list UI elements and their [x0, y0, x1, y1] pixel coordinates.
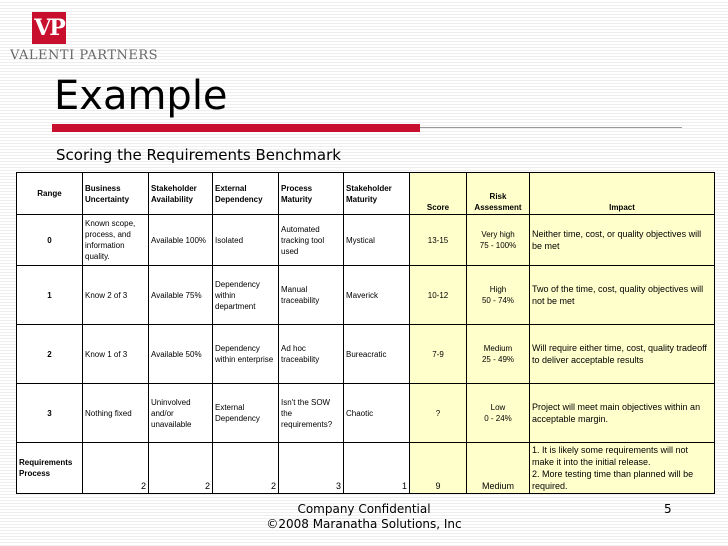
- impact-cell: Project will meet main objectives within an acceptable margin.: [530, 384, 715, 443]
- external-dependency-cell: External Dependency: [213, 384, 279, 443]
- range-cell: 3: [17, 384, 83, 443]
- external-dependency-cell: Dependency within enterprise: [213, 325, 279, 384]
- logo-mark-text: VP: [34, 15, 64, 41]
- impact-cell: Neither time, cost, or quality objectives will be met: [530, 215, 715, 266]
- process-maturity-cell: Isn't the SOW the requirements?: [279, 384, 344, 443]
- risk-cell: Low 0 - 24%: [467, 384, 530, 443]
- table-row: [17, 215, 715, 266]
- title-underline: [52, 124, 420, 132]
- process-maturity-cell: Automated tracking tool used: [279, 215, 344, 266]
- score-cell: 10-12: [410, 266, 467, 325]
- business-uncertainty-cell: Nothing fixed: [83, 384, 149, 443]
- table-row: [17, 325, 715, 384]
- summary-risk: Medium: [467, 443, 530, 494]
- risk-cell: Medium 25 - 49%: [467, 325, 530, 384]
- header-row: [17, 173, 715, 215]
- summary-impact: 1. It is likely some requirements will not make it into the initial release. 2. More testing time than planned will be required.: [530, 443, 715, 494]
- benchmark-table: [16, 172, 715, 494]
- stakeholder-maturity-cell: Chaotic: [344, 384, 410, 443]
- range-cell: 1: [17, 266, 83, 325]
- risk-cell: Very high 75 - 100%: [467, 215, 530, 266]
- business-uncertainty-cell: Known scope, process, and information quality.: [83, 215, 149, 266]
- title-rule: [420, 127, 682, 128]
- stakeholder-availability-cell: Uninvolved and/or unavailable: [149, 384, 213, 443]
- score-cell: ?: [410, 384, 467, 443]
- header-range: Range: [17, 173, 83, 215]
- benchmark-table-wrap: [16, 172, 714, 490]
- summary-value: 2: [149, 443, 213, 494]
- summary-value: 2: [83, 443, 149, 494]
- header-impact: Impact: [530, 173, 715, 215]
- header-score: Score: [410, 173, 467, 215]
- slide-title: Example: [54, 73, 228, 119]
- header-risk-assessment: Risk Assessment: [467, 173, 530, 215]
- stakeholder-maturity-cell: Bureacratic: [344, 325, 410, 384]
- range-cell: 0: [17, 215, 83, 266]
- logo-text: VALENTI PARTNERS: [10, 48, 159, 63]
- stakeholder-maturity-cell: Mystical: [344, 215, 410, 266]
- stakeholder-availability-cell: Available 75%: [149, 266, 213, 325]
- external-dependency-cell: Isolated: [213, 215, 279, 266]
- footer-confidential: Company Confidential: [297, 502, 431, 516]
- header-external-dependency: External Dependency: [213, 173, 279, 215]
- score-cell: 7-9: [410, 325, 467, 384]
- summary-score: 9: [410, 443, 467, 494]
- summary-value: 1: [344, 443, 410, 494]
- business-uncertainty-cell: Know 1 of 3: [83, 325, 149, 384]
- header-process-maturity: Process Maturity: [279, 173, 344, 215]
- slide-subtitle: Scoring the Requirements Benchmark: [56, 146, 341, 164]
- process-maturity-cell: Ad hoc traceability: [279, 325, 344, 384]
- logo-mark: [32, 12, 66, 44]
- score-cell: 13-15: [410, 215, 467, 266]
- table-row: [17, 384, 715, 443]
- company-logo: [10, 12, 159, 64]
- impact-cell: Will require either time, cost, quality tradeoff to deliver acceptable results: [530, 325, 715, 384]
- risk-cell: High 50 - 74%: [467, 266, 530, 325]
- process-maturity-cell: Manual traceability: [279, 266, 344, 325]
- page-number: 5: [664, 502, 672, 516]
- footer-copyright: ©2008 Maranatha Solutions, Inc: [266, 517, 462, 531]
- range-cell: 2: [17, 325, 83, 384]
- impact-cell: Two of the time, cost, quality objectives will not be met: [530, 266, 715, 325]
- stakeholder-maturity-cell: Maverick: [344, 266, 410, 325]
- business-uncertainty-cell: Know 2 of 3: [83, 266, 149, 325]
- summary-label: Requirements Process: [17, 443, 83, 494]
- stakeholder-availability-cell: Available 100%: [149, 215, 213, 266]
- header-stakeholder-maturity: Stakeholder Maturity: [344, 173, 410, 215]
- summary-row: [17, 443, 715, 494]
- external-dependency-cell: Dependency within department: [213, 266, 279, 325]
- stakeholder-availability-cell: Available 50%: [149, 325, 213, 384]
- summary-value: 3: [279, 443, 344, 494]
- header-business-uncertainty: Business Uncertainty: [83, 173, 149, 215]
- header-stakeholder-availability: Stakeholder Availability: [149, 173, 213, 215]
- table-row: [17, 266, 715, 325]
- summary-value: 2: [213, 443, 279, 494]
